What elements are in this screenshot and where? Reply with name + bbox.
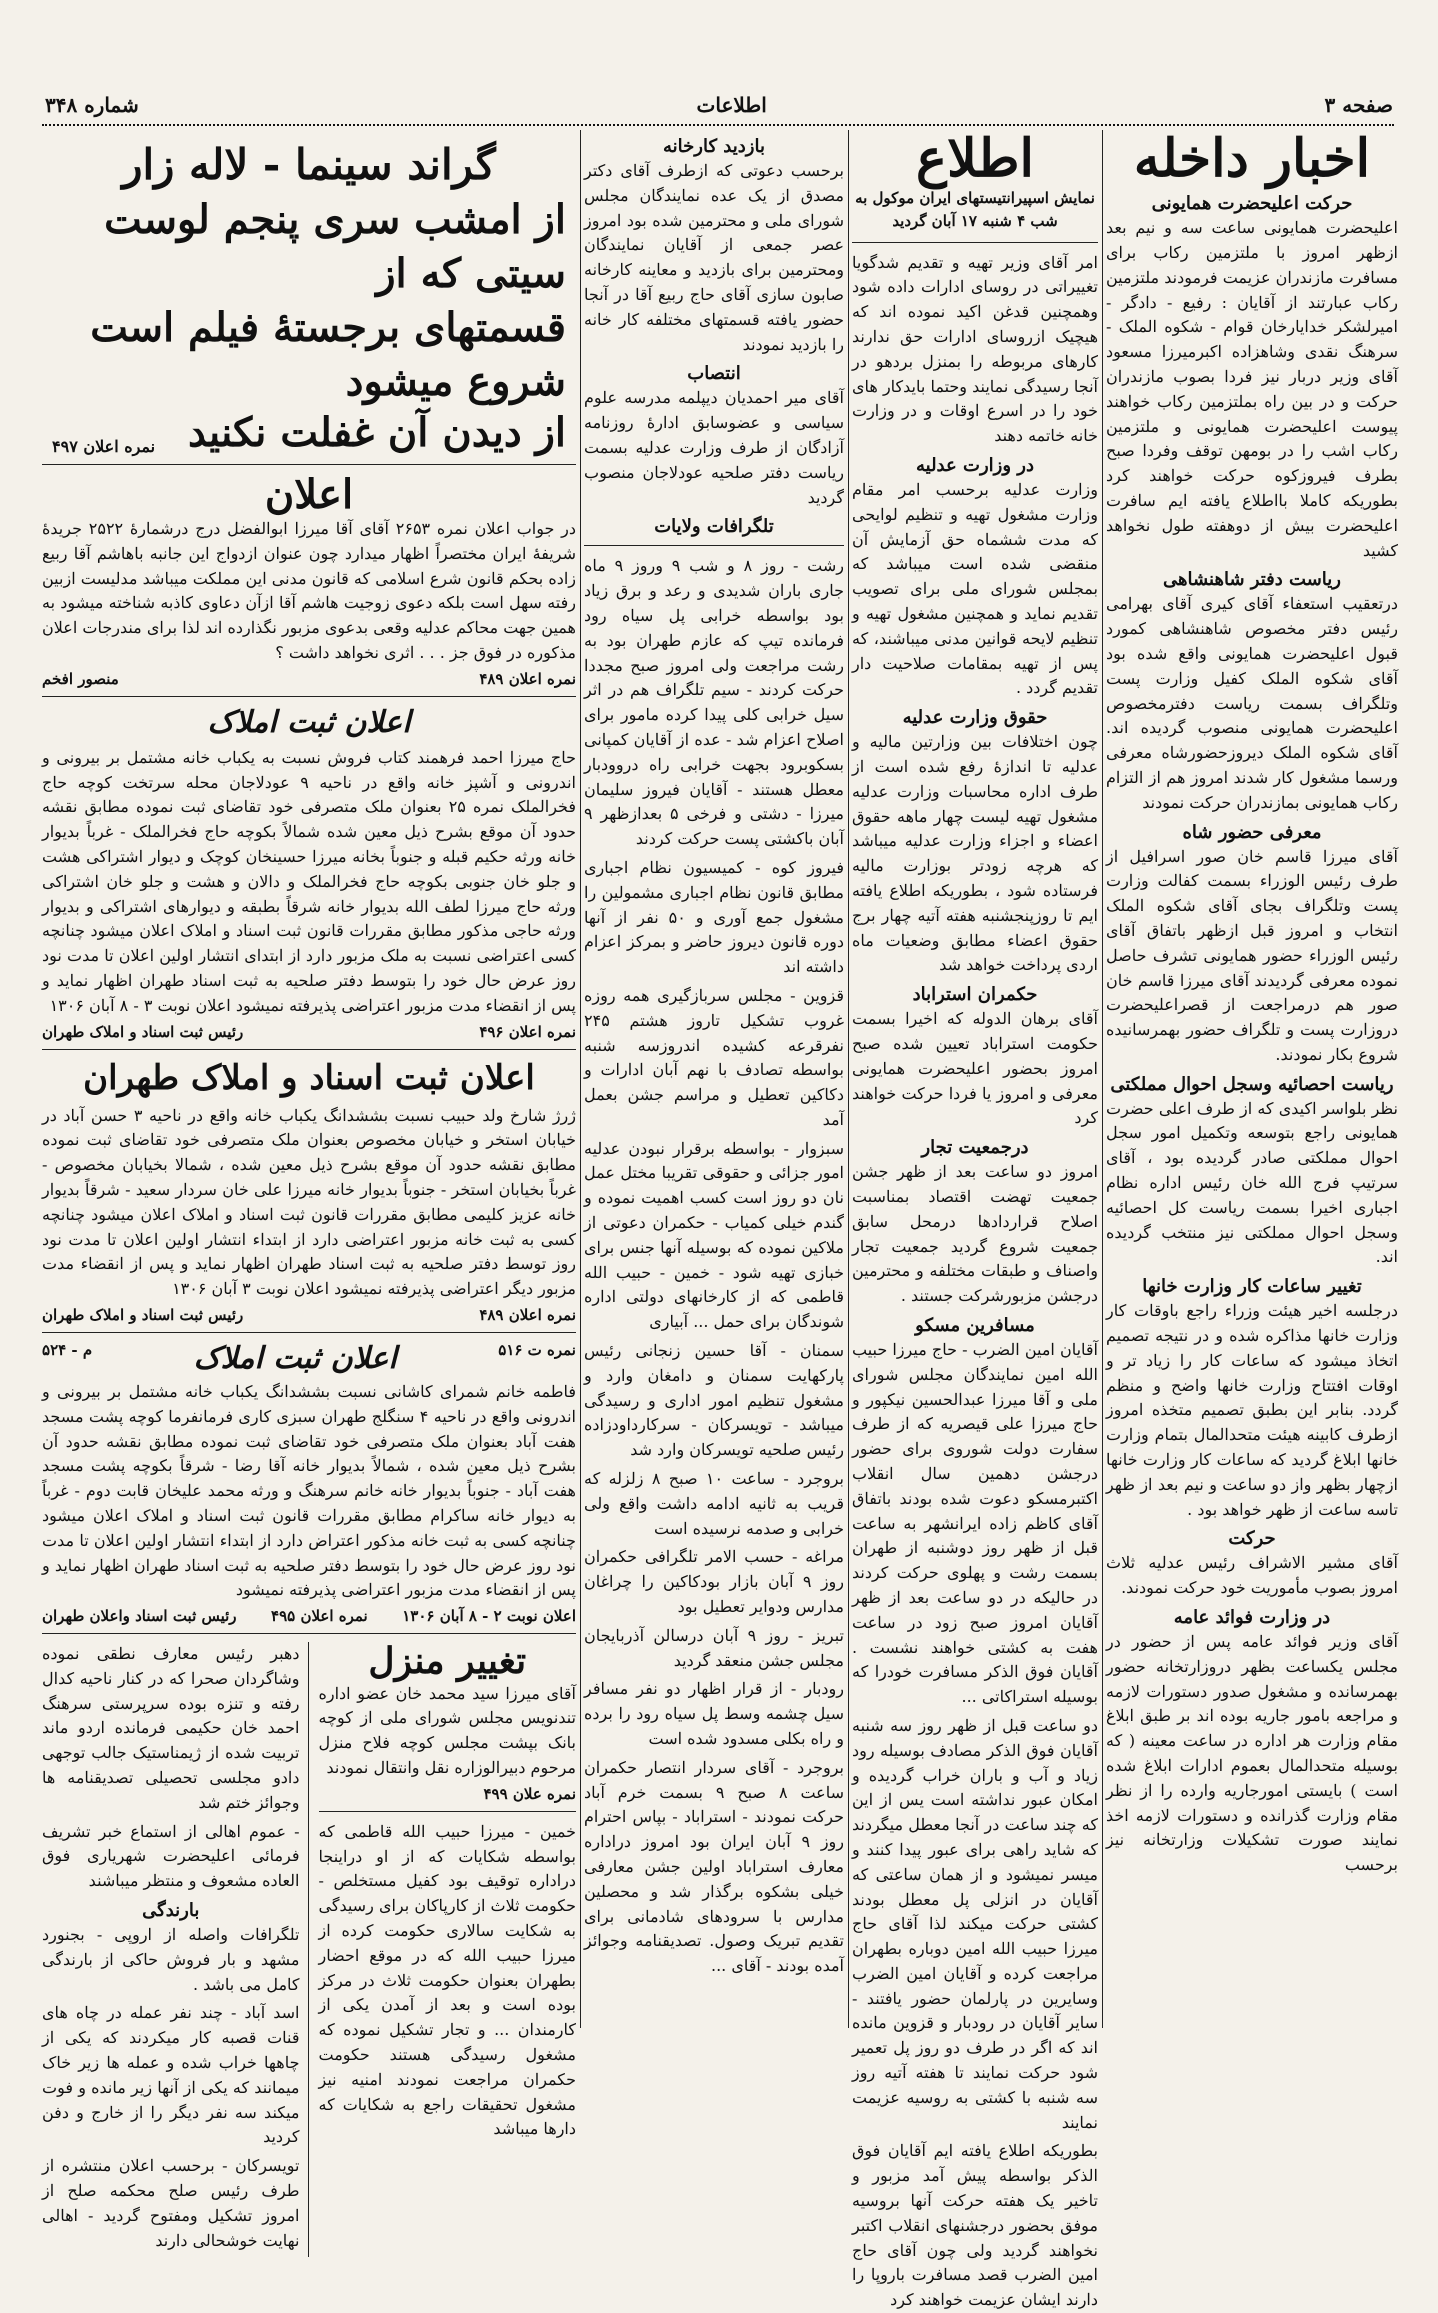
move-notice — [319, 1642, 577, 2257]
column-provinces — [584, 130, 844, 2028]
article-body: دهبر رئیس معارف نطقی نموده وشاگردان صحرا که در کنار ناحیه کدال رفته و تنزه بوده سرپرستی سرهنگ احمد خان حکیمی فرمانده اردو ماند تربیت شده از ژیمناستیک جالب توجهی دادو مجلسی تحصیلی تصدیقنامه ها وجوائز ختم شد — [42, 1644, 300, 1812]
page-header — [45, 88, 1393, 122]
ad-signature: رئیس ثبت اسناد و املاک طهران — [42, 1022, 244, 1041]
divider — [42, 1633, 576, 1634]
article-body: درتعقیب استعفاء آقای کیری آقای بهرامی رئیس دفتر مخصوص شاهنشاهی کمورد قبول اعلیحضرت همایونی واقع شده بود آقای شکوه الملک کفیل وزارت پست وتلگراف بسمت ریاست دفترمخصوص اعلیحضرت همایونی منصوب گردیده اند. آقای شکوه الملک دیروزحضورشاه معرفی ورسما مشغول کار شدند امروز هم از التزام رکاب همایونی بمازندران حرکت نمودند — [1106, 594, 1398, 812]
divider — [42, 696, 576, 697]
ad-signature: منصور افخم — [42, 669, 119, 688]
ad-number: نمره اعلان ۴۹۷ — [52, 437, 156, 456]
article-body: چون اختلافات بین وزارتین مالیه و عدلیه تا اندازهٔ رفع شده است از طرف اداره محاسبات وزارت عدلیه مشغول تهیه لیست چهار ماهه حقوق اعضاء و اجزاء وزارت عدلیه میباشد که هرچه زودتر بوزارت مالیه فرستاده شود ، بطوریکه اطلاع یافته ایم تا روزپنجشنبه هفته آتیه چهار برج حقوق اعضاء مطابق وضعیات ماه اردی پرداخت خواهد شد — [852, 732, 1098, 975]
ad-ref: م - ۵۲۴ — [42, 1340, 93, 1359]
ad-footer — [319, 1785, 577, 1803]
ad-ref-row — [42, 1341, 576, 1376]
cinema-line: از امشب سری پنجم لوست سیتی که از — [104, 196, 566, 297]
ad-footer-text: اعلان نوبت ۲ - ۸ آبان ۱۳۰۶ — [402, 1607, 576, 1626]
divider — [42, 1332, 576, 1333]
ad-footer — [42, 1607, 576, 1625]
article-body: رودبار - از قرار اظهار دو نفر مسافر سیل چشمه وسط پل سیاه رود را برده و راه بکلی مسدود شده است — [584, 1679, 844, 1749]
article-body: بروجرد - ساعت ۱۰ صبح ۸ زلزله که قریب به ثانیه ادامه داشت واقع ولی خرابی و صدمه نرسیده است — [584, 1469, 844, 1538]
ad-body: آقای میرزا سید محمد خان عضو اداره تندنویس مجلس شورای ملی از کوچه بانک بپشت مجلس کوچه فلاح منزل مرحوم دبیرالوزاره نقل وانتقال نمودند — [318, 1683, 576, 1778]
ad-ref: نمره ت ۵۱۶ — [498, 1340, 576, 1359]
divider — [852, 242, 1098, 243]
ad-signature: رئیس ثبت اسناد و املاک طهران — [42, 1305, 244, 1324]
divider — [42, 1049, 576, 1050]
cinema-last-line — [52, 409, 566, 456]
article-heading: درجمعیت تجار — [921, 1137, 1029, 1159]
article-body: - عموم اهالی از استماع خبر تشریف فرمائی اعلیحضرت شهریاری فوق العاده مشعوف و منتظر میباشند — [42, 1821, 300, 1891]
article-heading: حرکت — [1228, 1528, 1276, 1550]
article-body: تویسرکان - برحسب اعلان منتشره از طرف رئیس صلح محکمه صلح از امروز تشکیل ومفتوح گردید - اهالی نهایت خوشحالی دارند — [42, 2156, 300, 2250]
issue-number: شماره ۳۴۸ — [45, 93, 139, 117]
article-body: برحسب دعوتی که ازطرف آقای دکتر مصدق از یک عده نمایندگان مجلس شورای ملی و محترمین شده بود امروز عصر جمعی از آقایان نمایندگان ومحترمین برای بازدید و معاینه کارخانه صابون سازی آقای حاج ربیع آقا در آنجا حضور یافته قسمتهای مختلفه کار خانه را بازدید نمودند — [584, 161, 844, 354]
article-body: سبزوار - بواسطه برقرار نبودن عدلیه امور جزائی و حقوقی تقریبا مختل عمل نان دو روز است کسب اهمیت نموده و گندم خیلی کمیاب - حکمران دعوتی از ملاکین نموده که بوسیله آنها جنس برای خبازی تهیه شود - خمین - حبیب الله قاطمی که از کارخانهای دولتی اداره شوندگان برای حمل ... آبیاری — [584, 1138, 844, 1332]
ad-footer — [42, 1023, 576, 1041]
ad-signature: رئیس ثبت اسناد واعلان طهران — [42, 1607, 237, 1626]
article-heading: تغییر ساعات کار وزارت خانها — [1142, 1276, 1362, 1298]
article-heading: معرفی حضور شاه — [1182, 821, 1322, 843]
article-heading: حکمران استراباد — [912, 984, 1038, 1006]
page-number: صفحه ۳ — [1324, 93, 1393, 117]
article-heading: حرکت اعلیحضرت همایونی — [1151, 193, 1353, 215]
article-body: خمین - میرزا حبیب الله قاطمی که بواسطه شکایات که از او دراینجا دراداره توقیف بود کفیل مستخلص - حکومت ثلاث از کارپاکان برای رسیدگی به شکایت سالاری حکومت کرده از میرزا حبیب الله که در موقع احضار بطهران بعنوان حکومت ثلاث در مرکز بوده است و بعد از آمدن یکی از کارمندان ... و تجار تشکیل نموده که مشغول رسیدگی هستند حکومت حکمران مراجعت نمودند امنیه نیز مشغول تحقیقات راجع به شکایات که دارها میباشد — [318, 1821, 576, 2139]
ornate-heading: اعلان ثبت املاک — [207, 704, 411, 740]
article-heading: بازدید کارخانه — [663, 136, 765, 157]
divider — [42, 464, 576, 465]
article-body: بطوریکه اطلاع یافته ایم آقایان فوق الذکر بواسطه پیش آمد مزبور و تاخیر یک هفته حرکت آنها بروسیه موفق بحضور درجشنهای انقلاب اکتبر نخواهند گردید ولی چون آقای حاج امین الضرب قصد مسافرت باروپا را دارند ایشان عزیمت خواهند کرد — [852, 2141, 1098, 2310]
section-title: اخبار داخله — [1133, 128, 1371, 189]
article-body: آقای مشیر الاشراف رئیس عدلیه ثلاث امروز بصوب مأموریت خود حرکت نمودند. — [1106, 1553, 1398, 1598]
article-heading: در وزارت عدلیه — [915, 455, 1035, 477]
divider — [319, 1811, 577, 1812]
article-body: نظر بلواسر اکیدی که از طرف اعلی حضرت همایونی راجع بتوسعه وتکمیل امور سجل احوال مملکتی صادر گردیده بود ، آقای سرتیپ فرج الله خان رئیس اداره نظام اجباری اخیرا بسمت ریاست کل احصائیه وسجل احوال مملکتی نیز منتخب گردیده اند. — [1106, 1098, 1398, 1267]
cinema-line: قسمتهای برجستهٔ فیلم است شروع میشود — [90, 304, 566, 405]
article-body: رشت - روز ۸ و شب ۹ وروز ۹ ماه جاری باران شدیدی و رعد و برق زیاد بود بواسطه خرابی پل سیاه رود فرمانده تیپ که عازم طهران بود به رشت مراجعت ولی امروز صبح مجددا حرکت کردند - سیم تلگراف هم در اثر سیل خرابی کلی پیدا کرده مامور برای اصلاح اعزام شد - عده از آقایان کمپانی بسکوبرود بجهت خرابی راه دروودبار معطل هستند - آقایان فیروز سلیمان میرزا - دشتی و فرخی ۵ بعدازظهر ۹ آبان باکشتی پست حرکت کردند — [584, 556, 845, 849]
notice-intro: نمایش اسپیرانتیستهای ایران موکول به شب ۴ شنبه ۱۷ آبان گردید — [855, 189, 1095, 231]
divider — [584, 545, 844, 546]
column-notice — [852, 128, 1098, 2310]
article-body: امروز دو ساعت بعد از ظهر جشن جمعیت تهضت اقتصاد بمناسبت اصلاح قراردادها درمحل سابق جمعیت شروع گردید جمعیت تجار واصناف و طبقات مختلفه و محترمین درجشن مزبورشرکت جستند . — [852, 1162, 1098, 1306]
article-heading: مسافرین مسکو — [915, 1314, 1035, 1336]
ad-body: حاج میرزا احمد فرهمند کتاب فروش نسبت به یکباب خانه مشتمل بر بیرونی و اندرونی و آشپز خانه واقع در ناحیه ۹ عودلاجان محله سرتخت کوچه حاج فخرالملک نمره ۲۵ بعنوان ملک متصرفی خود تقاضای ثبت نموده مطابق نقشه حدود آن موقع بشرح ذیل معین شده شمالاً بکوچه حاج فخرالملک - غرباً بدیوار خانه ورثه حکیم قبله و جنوباً بخانه میرزا حسینخان کوچک و دیوار اشتراکی هشت و جلو خان جنوبی بکوچه حاج فخرالملک و دالان و هشت و جلو خان اشتراکی ورثه حاج میرزا لطف الله بدیوار خانه شرقاً بطبقه و دیوارهای اشتراکی و بدیوار ورثه حاجی مذکور مطابق مقررات قانون ثبت اسناد و املاک اعلان میشود چنانچه کسی اعتراضی نسبت به ملک مزبور دارد از ابتدای انتشار اولین اعلان تا مدت نود روز عرض حال خود را بتوسط دفتر صلحیه به ثبت اسناد طهران اظهار نماید و پس از انقضاء مدت مزبور اعتراضی پذیرفته نمیشود اعلان نوبت ۳ - ۸ آبان ۱۳۰۶ — [42, 747, 577, 1015]
article-body: امر آقای وزیر تهیه و تقدیم شدگویا تغییراتی در روسای ادارات داده شود وهمچنین قدغن اکید نموده اند که هیچیک ازروسای ادارات حق ندارند کارهای مربوطه را بمنزل بردهو در آنجا رسیدگی نمایند وحتما بایدکار های خود را در اسرع اوقات و در وزارت خانه خاتمه دهند — [852, 252, 1098, 446]
bottom-split — [42, 1642, 576, 2257]
article-body: دو ساعت قبل از ظهر روز سه شنبه آقایان فوق الذکر مصادف بوسیله رود زیاد و آب و باران خراب گردیده و امکان عبور نداشته است یس از این که چند ساعت در آنجا معطل میگردند که شاید راهی برای عبور پیدا کنند و میسر نمیشود و از همان ساعتی که آقایان در انزلی پل معطل بودند کشتی حرکت میکند لذا آقای حاج میرزا حبیب الله امین دوباره بطهران مراجعت کرده و آقایان امین الضرب وسایرین در پارلمان حضور یافتند - سایر آقایان در رودبار و قزوین مانده اند که اگر در طرف دو روز پل تعمیر شود حرکت نمایند تا هفته آتیه روز سه شنبه با کشتی به روسیه عزیمت نمایند — [852, 1715, 1098, 2132]
ad-title: تغییر منزل — [368, 1640, 527, 1683]
article-body: بروجرد - آقای سردار انتصار حکمران ساعت ۸ صبح ۹ بسمت خرم آباد حرکت نمودند - استراباد - بپاس احترام روز ۹ آبان ایران بود امروز دراداره معارف استراباد اولین جشن معارفی خیلی بشکوه برگذار شد و محصلین مدارس با سرودهای شادمانی برای تقدیم تبریک وصول. تصدیقنامه وجوائز آمده بودند - آقای ... — [584, 1757, 845, 1976]
article-heading: بارندگی — [142, 1900, 200, 1922]
article-body: مراغه - حسب الامر تلگرافی حکمران روز ۹ آبان بازار بودکاکین را چراغان مدارس ودوایر تعطیل بود — [584, 1547, 845, 1617]
ad-title: اعلان — [264, 471, 354, 518]
article-body: فیروز کوه - کمیسیون نظام اجباری مطابق قانون نظام اجباری مشمولین را مشغول جمع آوری و ۵۰ نفر از آنها دوره قانون دیروز حاضر و بمرکز اعزام داشته اند — [584, 857, 845, 977]
header-rule — [42, 124, 1394, 126]
ad-body: فاطمه خانم شمرای کاشانی نسبت بششدانگ یکباب خانه مشتمل بر بیرونی و اندرونی واقع در ناحیه ۴ سنگلج طهران سبزی کاری فرمانفرما کوچه پشت مسجد هفت آباد بعنوان ملک متصرفی خود تقاضای ثبت نموده مطابق نقشه حدود آن بشرح ذیل معین شده ، شمالاً بدیوار خانه آقا رضا - شرقاً بکوچه پشت مسجد هفت آباد - جنوباً بدیوار خانه خانم سرهنگ و ورثه محمد علیخان قابت دوم - غرباً به دیوار خانه ساکرام مطابق مقررات قانون ثبت اسناد و املاک اعلان میشود چنانچه کسی به ثبت خانه مذکور اعتراض دارد از ابتداء انتشار اولین اعلان تا مدت نود روز عرض حال خود را بتوسط دفتر صلحیه به ثبت اسناد طهران اظهار نماید و پس از انقضاء مدت مزبور اعتراضی پذیرفته نمیشود — [42, 1381, 576, 1600]
article-heading: حقوق وزارت عدلیه — [902, 707, 1048, 729]
section-title: اطلاع — [916, 128, 1034, 189]
misc-news — [42, 1642, 309, 2257]
paper-name: اطلاعات — [696, 93, 767, 117]
article-body: آقای وزیر فوائد عامه پس از حضور در مجلس یکساعت بظهر دروزارتخانه حضور بهمرسانده و مشغول صدور دستورات لازمه و مراجعه بامور جاریه بوده اند بر طبق ابلاغ مقام وزارت هر اداره در ساعت معینه ( که بوسیله متحدالمال بعموم ادارات ابلاغ شده است ) بایستی امورجاریه وارده را از نظر مقام وزارت گذرانده و دستورات لازمه اخذ نمایند صورت تشکیلات وزارتخانه نیز برحسب — [1106, 1632, 1398, 1875]
article-body: درجلسه اخیر هیئت وزراء راجع باوقات کار وزارت خانها مذاکره شده و در نتیجه تصمیم اتخاذ میشود که ساعات کار را زیاد تر و اوقات افتتاح وزارت خانها واضح و منظم گردد. بنابر این بطبق تصمیم متخذه امروز ازطرف کابینه هیئت متحدالمال بتمام وزارت خانها ابلاغ گردید که ساعات کار وزارت خانها ازچهار بظهر واز دو ساعت و نیم بعد از ظهر تاسه ساعت از ظهر خواهد بود . — [1106, 1301, 1398, 1519]
cinema-line: از دیدن آن غفلت نکنید — [188, 409, 566, 456]
column-divider — [848, 130, 849, 2028]
ad-number: نمره اعلان ۴۸۹ — [479, 669, 576, 688]
ornate-heading: اعلان ثبت املاک — [193, 1340, 397, 1376]
column-domestic-news — [1106, 130, 1398, 2028]
ad-body: ژرژ شارخ ولد حبیب نسبت بششدانگ یکباب خانه واقع در ناحیه ۳ حسن آباد در خیابان استخر و خیابان مخصوص بعنوان ملک متصرفی خود تقاضای ثبت نموده مطابق نقشه حدود آن موقع بشرح ذیل معین شده ، شمالا بخیابان مخصوص - غرباً بخیابان استخر - جنوباً بدیوار خانه میرزا علی خان سردار سعید - شرقاً بدیوار خانه عزیز کلیمی مطابق مقررات قانون ثبت اسناد و املاک اعلان میشود چنانچه کسی به ثبت خانه مزبور اعتراضی دارد از ابتداء انتشار اولین اعلان تا مدت نود روز توسط دفتر صلحیه به ثبت اسناد طهران اظهار نماید و پس از انقضاء مدت مزبور دیگر اعتراضی پذیرفته نمیشود اعلان نوبت ۳ آبان ۱۳۰۶ — [42, 1105, 576, 1299]
column-ads — [42, 130, 577, 2250]
ad-number: نمره علان ۴۹۹ — [483, 1784, 576, 1803]
article-heading: ریاست احصائیه وسجل احوال مملکتی — [1110, 1073, 1394, 1095]
column-divider — [1102, 130, 1103, 2028]
article-body: اسد آباد - چند نفر عمله در چاه های قنات قصبه کار میکردند که یکی از چاهها خراب شده و عمله ها زیر خاک میمانند که یکی از آنها زیر مانده و فوت میکند سه نفر دیگر را از خارج و دفن کردید — [42, 2003, 300, 2147]
article-body: آقایان امین الضرب - حاج میرزا حبیب الله امین نمایندگان مجلس شورای ملی و آقا میرزا عبدالحسین نیکپور و حاج میرزا علی قیصریه که از طرف سفارت دولت شوروی برای حضور درجشن دهمین سال انقلاب اکتبرمسکو دعوت شده بودند باتفاق آقای کاظم زاده ایرانشهر به ساعت قبل از ظهر روز دوشنبه از طهران بسمت رشت و پهلوی حرکت کردند در حالیکه در دو ساعت بعد از ظهر آقایان امروز صبح زود در ساعت هفت به کشتی خواهند نشست . آقایان فوق الذکر مسافرت خودرا که بوسیله استراکاتی ... — [852, 1339, 1098, 1707]
article-body: آقای برهان الدوله که اخیرا بسمت حکومت استراباد تعیین شده صبح امروز بحضور اعلیحضرت همایونی معرفی و امروز یا فردا حرکت خواهند کرد — [852, 1009, 1098, 1128]
article-body: تلگرافات واصله از اروپی - بجنورد مشهد و بار فروش حاکی از بارندگی کامل می باشد . — [42, 1925, 300, 1994]
ad-title: اعلان ثبت اسناد و املاک طهران — [83, 1057, 535, 1098]
article-body: اعلیحضرت همایونی ساعت سه و نیم بعد ازظهر امروز با ملتزمین رکاب برای مسافرت مازندران عزیمت فرمودند ملتزمین رکاب عبارتند از آقایان : رفیع - دادگر - امیرلشکر خدایارخان قوام - شکوه الملک - سرهنگ نقدی وشاهزاده اکبرمیرزا مسعود آقای وزیر دربار نیز فردا بصوب مازندران حرکت و در بین راه بملتزمین رکاب خواهند پیوست اعلیحضرت همایونی و ملتزمین رکاب اشب را در بومهن توقف وفردا صبح بطرف فیروزکوه حرکت خواهند کرد بطوریکه کاملا بااطلاع یافته ایم سافرت اعلیحضرت بیش از دوهفته طول نخواهد کشید — [1106, 218, 1398, 560]
article-body: آقای میر احمدیان دیپلمه مدرسه علوم سیاسی و عضوسابق ادارهٔ روزنامه آزادگان از طرف وزارت عدلیه بسمت ریاست دفتر صلحیه عودلاجان منصوب گردید — [584, 388, 844, 507]
ad-footer — [42, 670, 576, 688]
article-heading: ریاست دفتر شاهنشاهی — [1163, 569, 1341, 591]
article-heading: تلگرافات ولایات — [654, 516, 774, 538]
column-divider — [580, 130, 581, 2028]
cinema-title: گراند سینما - لاله زار — [122, 140, 496, 189]
ad-footer — [42, 1306, 576, 1324]
article-body: وزارت عدلیه برحسب امر مقام وزارت مشغول تهیه و تنظیم لوایحی که مدت ششماه حق آزمایش آن منقضی شده است میباشد که بمجلس شورای ملی برای تصویب تقدیم نماید و همچنین مشغول تهیه و تنظیم لایحه قوانین مدنی میباشند، که پس از تهیه بمقامات صلاحیت دار تقدیم گردد . — [852, 480, 1098, 698]
ad-body: در جواب اعلان نمره ۲۶۵۳ آقای آقا میرزا ابوالفضل درج درشمارهٔ ۲۵۲۲ جریدهٔ شریفهٔ ایران مختصراً اظهار میدارد چون عنوان ازدواج این جانبه باهاشم آقا ربیع زاده بحکم قانون شرع اسلامی که قانون مدنی این مملکت میباشد مدلیست ازبین رفته سهل است بلکه دعوی زوجیت هاشم آقا ازآن دعاوی کاذبه شناخته میشود به همین جهت محاکم عدلیه وقعی بدعوی مزبور نگذارده اند لذا برای مندرجات اعلان مذکوره در فوق جز . . . اثری نخواهد داشت ؟ — [42, 519, 576, 662]
ad-number: نمره اعلان ۴۸۹ — [479, 1305, 576, 1324]
article-body: آقای میرزا قاسم خان صور اسرافیل از طرف رئیس الوزراء بسمت کفالت وزارت پست وتلگراف بجای آقای شکوه الملک انتخاب و امروز قبل ازظهر باتفاق آقای رئیس الوزراء حضور همایونی تشرف حاصل نموده معرفی گردیدند آقای میرزا قاسم خان صور هم درمراجعت از قصراعلیحضرت دروزارت پست و تلگراف حضور بهمرسانیده شروع بکار نمودند. — [1106, 846, 1398, 1064]
ad-number: نمره اعلان ۴۹۵ — [271, 1607, 368, 1626]
article-body: سمنان - آقا حسین زنجانی رئیس پارکهایت سمنان و دامغان وارد و مشغول تنظیم امور اداری و رسیدگی میباشد - تویسرکان - سرکارداودزاده رئیس صلحیه تویسرکان وارد شد — [584, 1341, 844, 1460]
article-heading: در وزارت فوائد عامه — [1173, 1607, 1331, 1629]
article-body: قزوین - مجلس سربازگیری همه روزه غروب تشکیل تاروز هشتم ۲۴۵ نفرقرعه کشیده اندروزسه شنبه بواسطه تصادف با نهم آبان ادارات و دکاکین تعطیل و مراسم جشن بعمل آمد — [584, 985, 844, 1129]
article-body: تبریز - روز ۹ آبان درسالن آذربایجان مجلس جشن منعقد گردید — [584, 1625, 845, 1670]
ad-number: نمره اعلان ۴۹۶ — [479, 1022, 576, 1041]
article-heading: انتصاب — [687, 363, 741, 385]
